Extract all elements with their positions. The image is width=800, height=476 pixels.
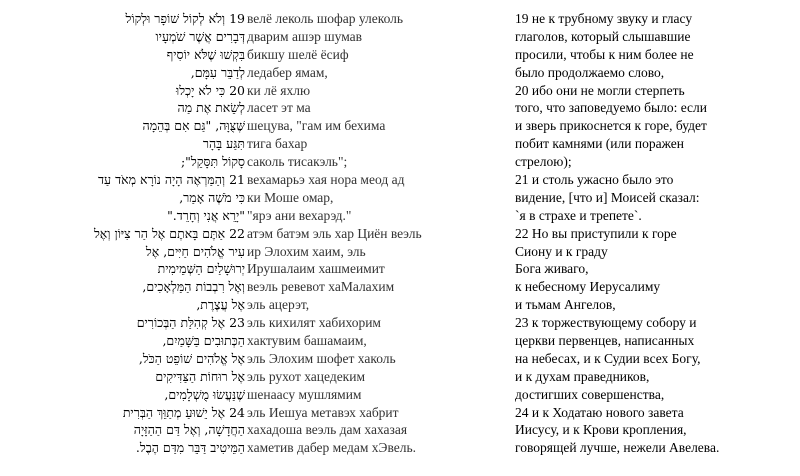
russian-line: того, что заповедуемо было: если	[515, 100, 707, 116]
hebrew-line: כִּי מֹשֶׁה אָמַר,	[179, 189, 245, 205]
hebrew-line: תִּגַּע בָּהָר	[202, 136, 245, 152]
russian-line: на небесах, и к Судии всех Богу,	[515, 350, 701, 366]
russian-line: просили, чтобы к ним более не	[515, 46, 694, 62]
hebrew-line: 22 אַתֶּם בָּאתֶם אֶל הַר צִיּוֹן וְאֶל	[93, 225, 245, 241]
transliteration-line: ки Моше омар,	[247, 189, 334, 205]
hebrew-line: 24 אֶל יֵשׁוּעַ מְתַוֵּךְ הַבְּרִית	[122, 404, 245, 420]
russian-line: 19 не к трубному звуку и гласу	[515, 11, 693, 26]
hebrew-line: אֶל אֱלֹהִים שׁוֹפֵט הַכֹּל,	[138, 350, 245, 366]
transliteration-line: хаметив дабер медам хЭвель.	[247, 440, 416, 456]
transliteration-line: эль рухот хацедеким	[247, 368, 366, 384]
hebrew-line: שֶׁנַּעֲשׂוּ מֻשְׁלָמִים,	[164, 386, 245, 402]
transliteration-line: Ирушалаим хашмеимит	[247, 261, 385, 277]
russian-line: было продолжаемо слово,	[515, 64, 665, 80]
russian-line: 22 Но вы приступили к горе	[515, 225, 677, 241]
transliteration-line: атэм батэм эль хар Циён веэль	[247, 225, 422, 241]
hebrew-line: בִּקְשׁוּ שֶׁלֹּא יוֹסִיף	[166, 46, 245, 62]
russian-line: к небесному Иерусалиму	[515, 279, 661, 295]
hebrew-line: הַמֵּיטִיב דַּבֵּר מִדַּם הֶבֶל.	[135, 440, 245, 456]
russian-line: 20 ибо они не могли стерпеть	[515, 82, 685, 98]
hebrew-line: וְאֶל רִבְבוֹת הַמַּלְאָכִים,	[142, 279, 245, 295]
transliteration-line: ледабер ямам,	[247, 64, 328, 80]
hebrew-line: 21 וְהַמַּרְאֶה הָיָה נוֹרָא מְאֹד עַד	[98, 172, 245, 188]
transliteration-line: "ярэ ани вехарэд."	[247, 207, 352, 223]
russian-line: и зверь прикоснется к горе, будет	[515, 118, 707, 134]
russian-line: стрелою);	[515, 154, 572, 170]
hebrew-line: דְּבָרִים אֲשֶׁר שֹׁמְעָיו	[155, 28, 245, 44]
russian-line: 21 и столь ужасно было это	[515, 172, 674, 188]
transliteration-line: хахадоша веэль дам хахазая	[247, 422, 408, 438]
russian-line: церкви первенцев, написанных	[515, 333, 695, 349]
hebrew-line: לְשֵׂאת אֶת מַה	[177, 100, 245, 116]
transliteration-line: эль ацерэт,	[247, 297, 310, 313]
transliteration-line: саколь тисакэль";	[247, 154, 348, 170]
russian-line: 23 к торжествующему собору и	[515, 315, 697, 331]
transliteration-line: ир Элохим хаим, эль	[247, 243, 366, 259]
russian-line: и к духам праведников,	[515, 368, 650, 384]
russian-line: 24 и к Ходатаю нового завета	[515, 404, 684, 420]
hebrew-line: אֶל רוּחוֹת הַצַּדִּיקִים	[155, 368, 245, 384]
transliteration-line: шецува, "гам им бехима	[247, 118, 386, 134]
hebrew-line: יְרוּשָׁלַיִם הַשְּׁמֵימִית	[157, 261, 245, 277]
transliteration-line: эль Иешуа метавэх хабрит	[247, 404, 399, 420]
transliteration-line: ки лё яхлю	[247, 82, 311, 98]
transliteration-line: тига бахар	[247, 136, 308, 152]
hebrew-line: 20 כִּי לֹא יָכְלוּ	[176, 82, 245, 98]
hebrew-line: סָקוֹל תִּסָּקֵל";	[180, 154, 245, 170]
transliteration-line: эль Элохим шофет хаколь	[247, 350, 396, 366]
transliteration-line: бикшу шелё ёсиф	[247, 46, 349, 62]
russian-line: видение, [что и] Моисей сказал:	[515, 189, 700, 205]
transliteration-line: эль кихилят хабихорим	[247, 315, 381, 331]
hebrew-line: שֶּׁצֻּוָּה, "גַּם אִם בְּהֵמָה	[142, 118, 245, 134]
russian-line: Иисусу, и к Крови кропления,	[515, 422, 687, 438]
hebrew-line: לְדַבֵּר עִמָּם,	[190, 64, 245, 80]
hebrew-line: עִיר אֱלֹהִים חַיִּים, אֶל	[145, 243, 245, 259]
transliteration-line: веэль ревевот хаМалахим	[247, 279, 395, 295]
transliteration-line: дварим ашэр шумав	[247, 28, 363, 44]
russian-line: говорящей лучше, нежели Авелева.	[515, 440, 720, 456]
russian-line: Сиону и к граду	[515, 243, 608, 259]
russian-column	[515, 10, 800, 457]
transliteration-line: велё леколь шофар улеколь	[247, 11, 404, 26]
transliteration-line: ласет эт ма	[247, 100, 311, 116]
hebrew-line: "יָרֵא אֲנִי וְחָרֵד."	[167, 207, 245, 223]
hebrew-line: 23 אֶל קְהִלַּת הַבְּכוֹרִים	[136, 315, 245, 331]
russian-line: глаголов, который слышавшие	[515, 28, 691, 44]
russian-line: достигших совершенства,	[515, 386, 665, 402]
russian-line: побит камнями (или поражен	[515, 136, 684, 152]
transliteration-line: шенаасу мушлямим	[247, 386, 362, 402]
transliteration-column	[247, 10, 477, 457]
transliteration-line: вехамарьэ хая нора меод ад	[247, 172, 405, 188]
hebrew-line: 19 וְלֹא לְקוֹל שׁוֹפָר וּלְקוֹל	[125, 11, 245, 26]
russian-line: и тьмам Ангелов,	[515, 297, 616, 313]
hebrew-column	[40, 10, 245, 457]
hebrew-line: הַחֲדָשָׁה, וְאֶל דַּם הַהַזָּיָה	[133, 422, 245, 438]
russian-line: `я в страхе и трепете`.	[515, 207, 642, 223]
hebrew-line: אֶל עֲצֶרֶת,	[196, 297, 245, 313]
hebrew-line: הַכְּתוּבִים בַּשָּׁמַיִם,	[162, 333, 245, 349]
transliteration-line: хактувим башамаим,	[247, 333, 367, 349]
russian-line: Бога живаго,	[515, 261, 589, 277]
